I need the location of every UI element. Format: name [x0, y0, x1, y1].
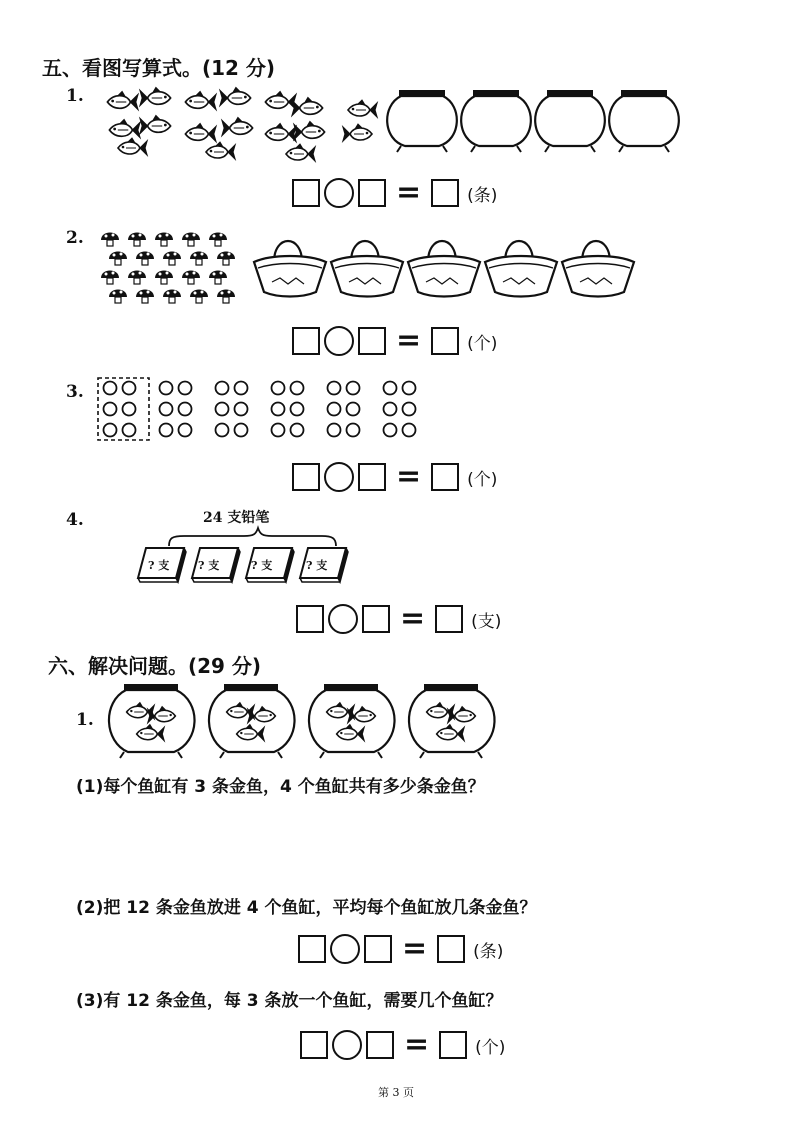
operator-circle[interactable] [324, 178, 354, 208]
small-circle [160, 424, 173, 437]
small-circle [328, 403, 341, 416]
fish-group-illustration [100, 84, 340, 164]
fish-icon [286, 144, 315, 161]
mushroom-icon [155, 233, 173, 247]
fish-icon [118, 138, 147, 155]
small-circle [384, 403, 397, 416]
fish-icon [348, 100, 377, 117]
answer-box[interactable] [296, 605, 324, 633]
mushroom-icon [217, 252, 235, 266]
answer-box[interactable] [358, 463, 386, 491]
small-circle [291, 424, 304, 437]
fish-tank-icon [409, 684, 495, 758]
small-circle [272, 382, 285, 395]
operator-circle[interactable] [328, 604, 358, 634]
small-circle [328, 382, 341, 395]
small-circle [216, 382, 229, 395]
fish-icon [107, 92, 137, 110]
section6-title: 六、解决问题。(29 分) [48, 654, 262, 678]
mushroom-icon [155, 271, 173, 285]
extra-fish-illustration [340, 96, 385, 156]
small-circle [179, 382, 192, 395]
answer-box[interactable] [366, 1031, 394, 1059]
basket-icon [485, 241, 557, 297]
small-circle [123, 424, 136, 437]
small-circle [347, 382, 360, 395]
mushroom-icon [136, 252, 154, 266]
mushroom-icon [190, 290, 208, 304]
equation-5-2 [292, 323, 498, 358]
mushroom-icon [163, 252, 181, 266]
bowl-icon [535, 90, 605, 152]
mushroom-icon [136, 290, 154, 304]
unit-label: (条) [473, 941, 504, 962]
q5-2-number: 2. [66, 228, 84, 248]
small-circle [104, 382, 117, 395]
fish-tank-icon [209, 684, 295, 758]
answer-box[interactable] [358, 327, 386, 355]
answer-box[interactable] [431, 179, 459, 207]
box-label-4: ? 支 [306, 559, 328, 572]
fish-icon [220, 88, 250, 106]
answer-box[interactable] [362, 605, 390, 633]
box-label-1: ? 支 [148, 559, 170, 572]
basket-icon [254, 241, 326, 297]
answer-box[interactable] [437, 935, 465, 963]
small-circle [235, 382, 248, 395]
mushroom-icon [182, 271, 200, 285]
mushrooms-illustration [100, 228, 245, 308]
answer-box[interactable] [431, 463, 459, 491]
unit-label: (个) [467, 469, 498, 490]
small-circle [347, 424, 360, 437]
equals-sign: = [396, 323, 422, 358]
fish-icon [185, 92, 215, 110]
answer-box[interactable] [364, 935, 392, 963]
mushroom-icon [109, 290, 127, 304]
fish-icon [185, 124, 215, 142]
small-circle [123, 403, 136, 416]
fish-icon [343, 124, 372, 141]
answer-box[interactable] [439, 1031, 467, 1059]
small-circle [403, 382, 416, 395]
equals-sign: = [396, 459, 422, 494]
unit-label: (条) [467, 185, 498, 206]
mushroom-icon [109, 252, 127, 266]
baskets-illustration [252, 232, 642, 307]
mushroom-icon [101, 271, 119, 285]
small-circle [403, 403, 416, 416]
equals-sign: = [400, 601, 426, 636]
small-circle [328, 424, 341, 437]
small-circle [291, 382, 304, 395]
answer-box[interactable] [435, 605, 463, 633]
small-circle [104, 403, 117, 416]
mushroom-icon [128, 233, 146, 247]
small-circle [291, 403, 304, 416]
bowl-icon [387, 90, 457, 152]
small-circle [104, 424, 117, 437]
box-label-3: ? 支 [251, 559, 273, 572]
q5-4-number: 4. [66, 510, 84, 530]
q5-3-number: 3. [66, 382, 84, 402]
equation-5-4 [296, 601, 502, 636]
small-circle [347, 403, 360, 416]
small-circle [160, 382, 173, 395]
equals-sign: = [404, 1027, 430, 1062]
section5-title: 五、看图写算式。(12 分) [42, 56, 276, 80]
small-circle [272, 403, 285, 416]
small-circle [235, 403, 248, 416]
unit-label: (个) [475, 1037, 506, 1058]
fish-icon [265, 124, 295, 142]
fish-tank-icon [109, 684, 195, 758]
fish-icon [140, 88, 170, 106]
bowl-icon [609, 90, 679, 152]
small-circle [403, 424, 416, 437]
circles-grid-illustration [96, 374, 376, 444]
mushroom-icon [128, 271, 146, 285]
unit-label: (支) [471, 611, 502, 632]
operator-circle[interactable] [324, 326, 354, 356]
basket-icon [331, 241, 403, 297]
operator-circle[interactable] [330, 934, 360, 964]
answer-box[interactable] [292, 179, 320, 207]
operator-circle[interactable] [332, 1030, 362, 1060]
basket-icon [408, 241, 480, 297]
equation-5-1 [292, 175, 498, 210]
answer-box[interactable] [431, 327, 459, 355]
mushroom-icon [182, 233, 200, 247]
operator-circle[interactable] [324, 462, 354, 492]
mushroom-icon [101, 233, 119, 247]
equals-sign: = [402, 931, 428, 966]
answer-box[interactable] [292, 327, 320, 355]
mushroom-icon [209, 271, 227, 285]
q6-1-part2: (2)把 12 条金鱼放进 4 个鱼缸，平均每个鱼缸放几条金鱼？ [76, 898, 537, 918]
equals-sign: = [396, 175, 422, 210]
small-circle [216, 403, 229, 416]
small-circle [235, 424, 248, 437]
fish-icon [294, 122, 324, 140]
fish-tank-icon [309, 684, 395, 758]
answer-box[interactable] [292, 463, 320, 491]
fish-icon [206, 142, 235, 159]
answer-box[interactable] [300, 1031, 328, 1059]
small-circle [216, 424, 229, 437]
mushroom-icon [163, 290, 181, 304]
fish-icon [109, 120, 139, 138]
fish-icon [140, 116, 170, 134]
small-circle [384, 382, 397, 395]
mushroom-icon [209, 233, 227, 247]
fish-icon [265, 92, 295, 110]
box-label-2: ? 支 [198, 559, 220, 572]
page-footer: 第 3 页 [378, 1086, 414, 1099]
q6-1-part1: (1)每个鱼缸有 3 条金鱼，4 个鱼缸共有多少条金鱼？ [76, 777, 485, 797]
equation-5-3 [292, 459, 498, 494]
pencil-total-label: 24 支铅笔 [203, 510, 270, 526]
equation-6-3 [300, 1027, 506, 1062]
answer-box[interactable] [298, 935, 326, 963]
mushroom-icon [190, 252, 208, 266]
fish-tanks-illustration [104, 680, 504, 760]
small-circle [179, 424, 192, 437]
small-circle [384, 424, 397, 437]
fish-bowls-illustration [385, 88, 685, 158]
bowl-icon [461, 90, 531, 152]
small-circle [272, 424, 285, 437]
q6-1-number: 1. [76, 710, 94, 730]
unit-label: (个) [467, 333, 498, 354]
equation-6-2 [298, 931, 504, 966]
q5-1-number: 1. [66, 86, 84, 106]
fish-icon [222, 118, 252, 136]
fish-icon [292, 98, 322, 116]
small-circle [179, 403, 192, 416]
small-circle [160, 403, 173, 416]
small-circle [123, 382, 136, 395]
basket-icon [562, 241, 634, 297]
q6-1-part3: (3)有 12 条金鱼，每 3 条放一个鱼缸，需要几个鱼缸？ [76, 991, 503, 1011]
mushroom-icon [217, 290, 235, 304]
answer-box[interactable] [358, 179, 386, 207]
